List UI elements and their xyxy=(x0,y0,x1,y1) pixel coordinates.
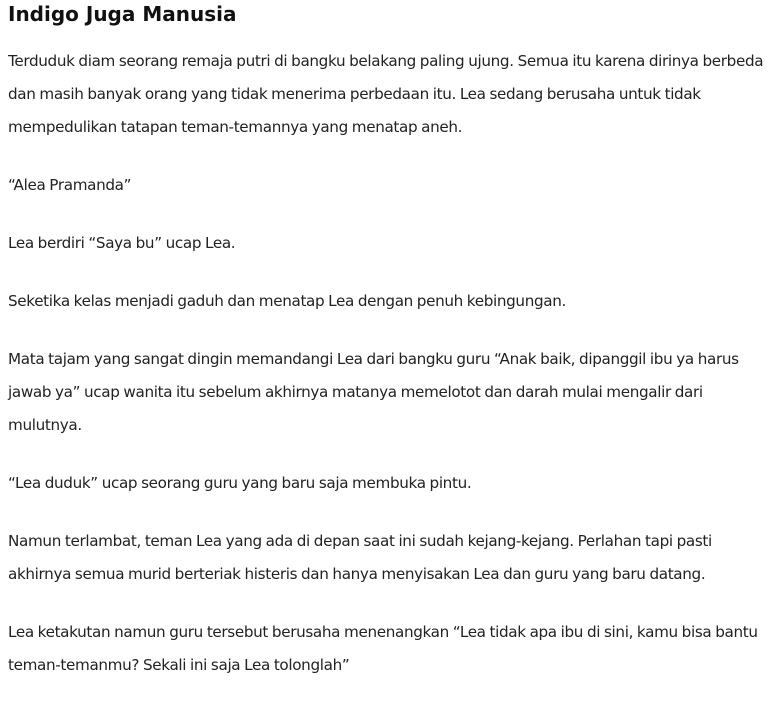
paragraph-1: Terduduk diam seorang remaja putri di bangku belakang paling ujung. Semua itu karena dirinya berbeda dan masih banyak orang yang tidak menerima perbedaan itu. Lea sedang berusaha untuk tidak mempedulikan tatapan teman-temannya yang menatap aneh. xyxy=(8,52,764,136)
paragraph-8: Lea ketakutan namun guru tersebut berusaha menenangkan “Lea tidak apa ibu di sini, kamu bisa bantu teman-temanmu? Sekali ini saja Lea tolonglah” xyxy=(8,623,758,674)
article xyxy=(8,0,768,682)
paragraph-6: “Lea duduk” ucap seorang guru yang baru saja membuka pintu. xyxy=(8,474,472,492)
paragraph-3: Lea berdiri “Saya bu” ucap Lea. xyxy=(8,234,236,252)
article-title: Indigo Juga Manusia xyxy=(8,2,237,26)
paragraph-7: Namun terlambat, teman Lea yang ada di depan saat ini sudah kejang-kejang. Perlahan tapi pasti akhirnya semua murid berteriak histeris dan hanya menyisakan Lea dan guru yang baru datang. xyxy=(8,532,712,583)
paragraph-4: Seketika kelas menjadi gaduh dan menatap Lea dengan penuh kebingungan. xyxy=(8,292,566,310)
paragraph-5: Mata tajam yang sangat dingin memandangi Lea dari bangku guru “Anak baik, dipanggil ibu ya harus jawab ya” ucap wanita itu sebelum akhirnya matanya memelotot dan darah mulai mengalir dari mulutnya. xyxy=(8,350,739,434)
paragraph-2: “Alea Pramanda” xyxy=(8,176,132,194)
